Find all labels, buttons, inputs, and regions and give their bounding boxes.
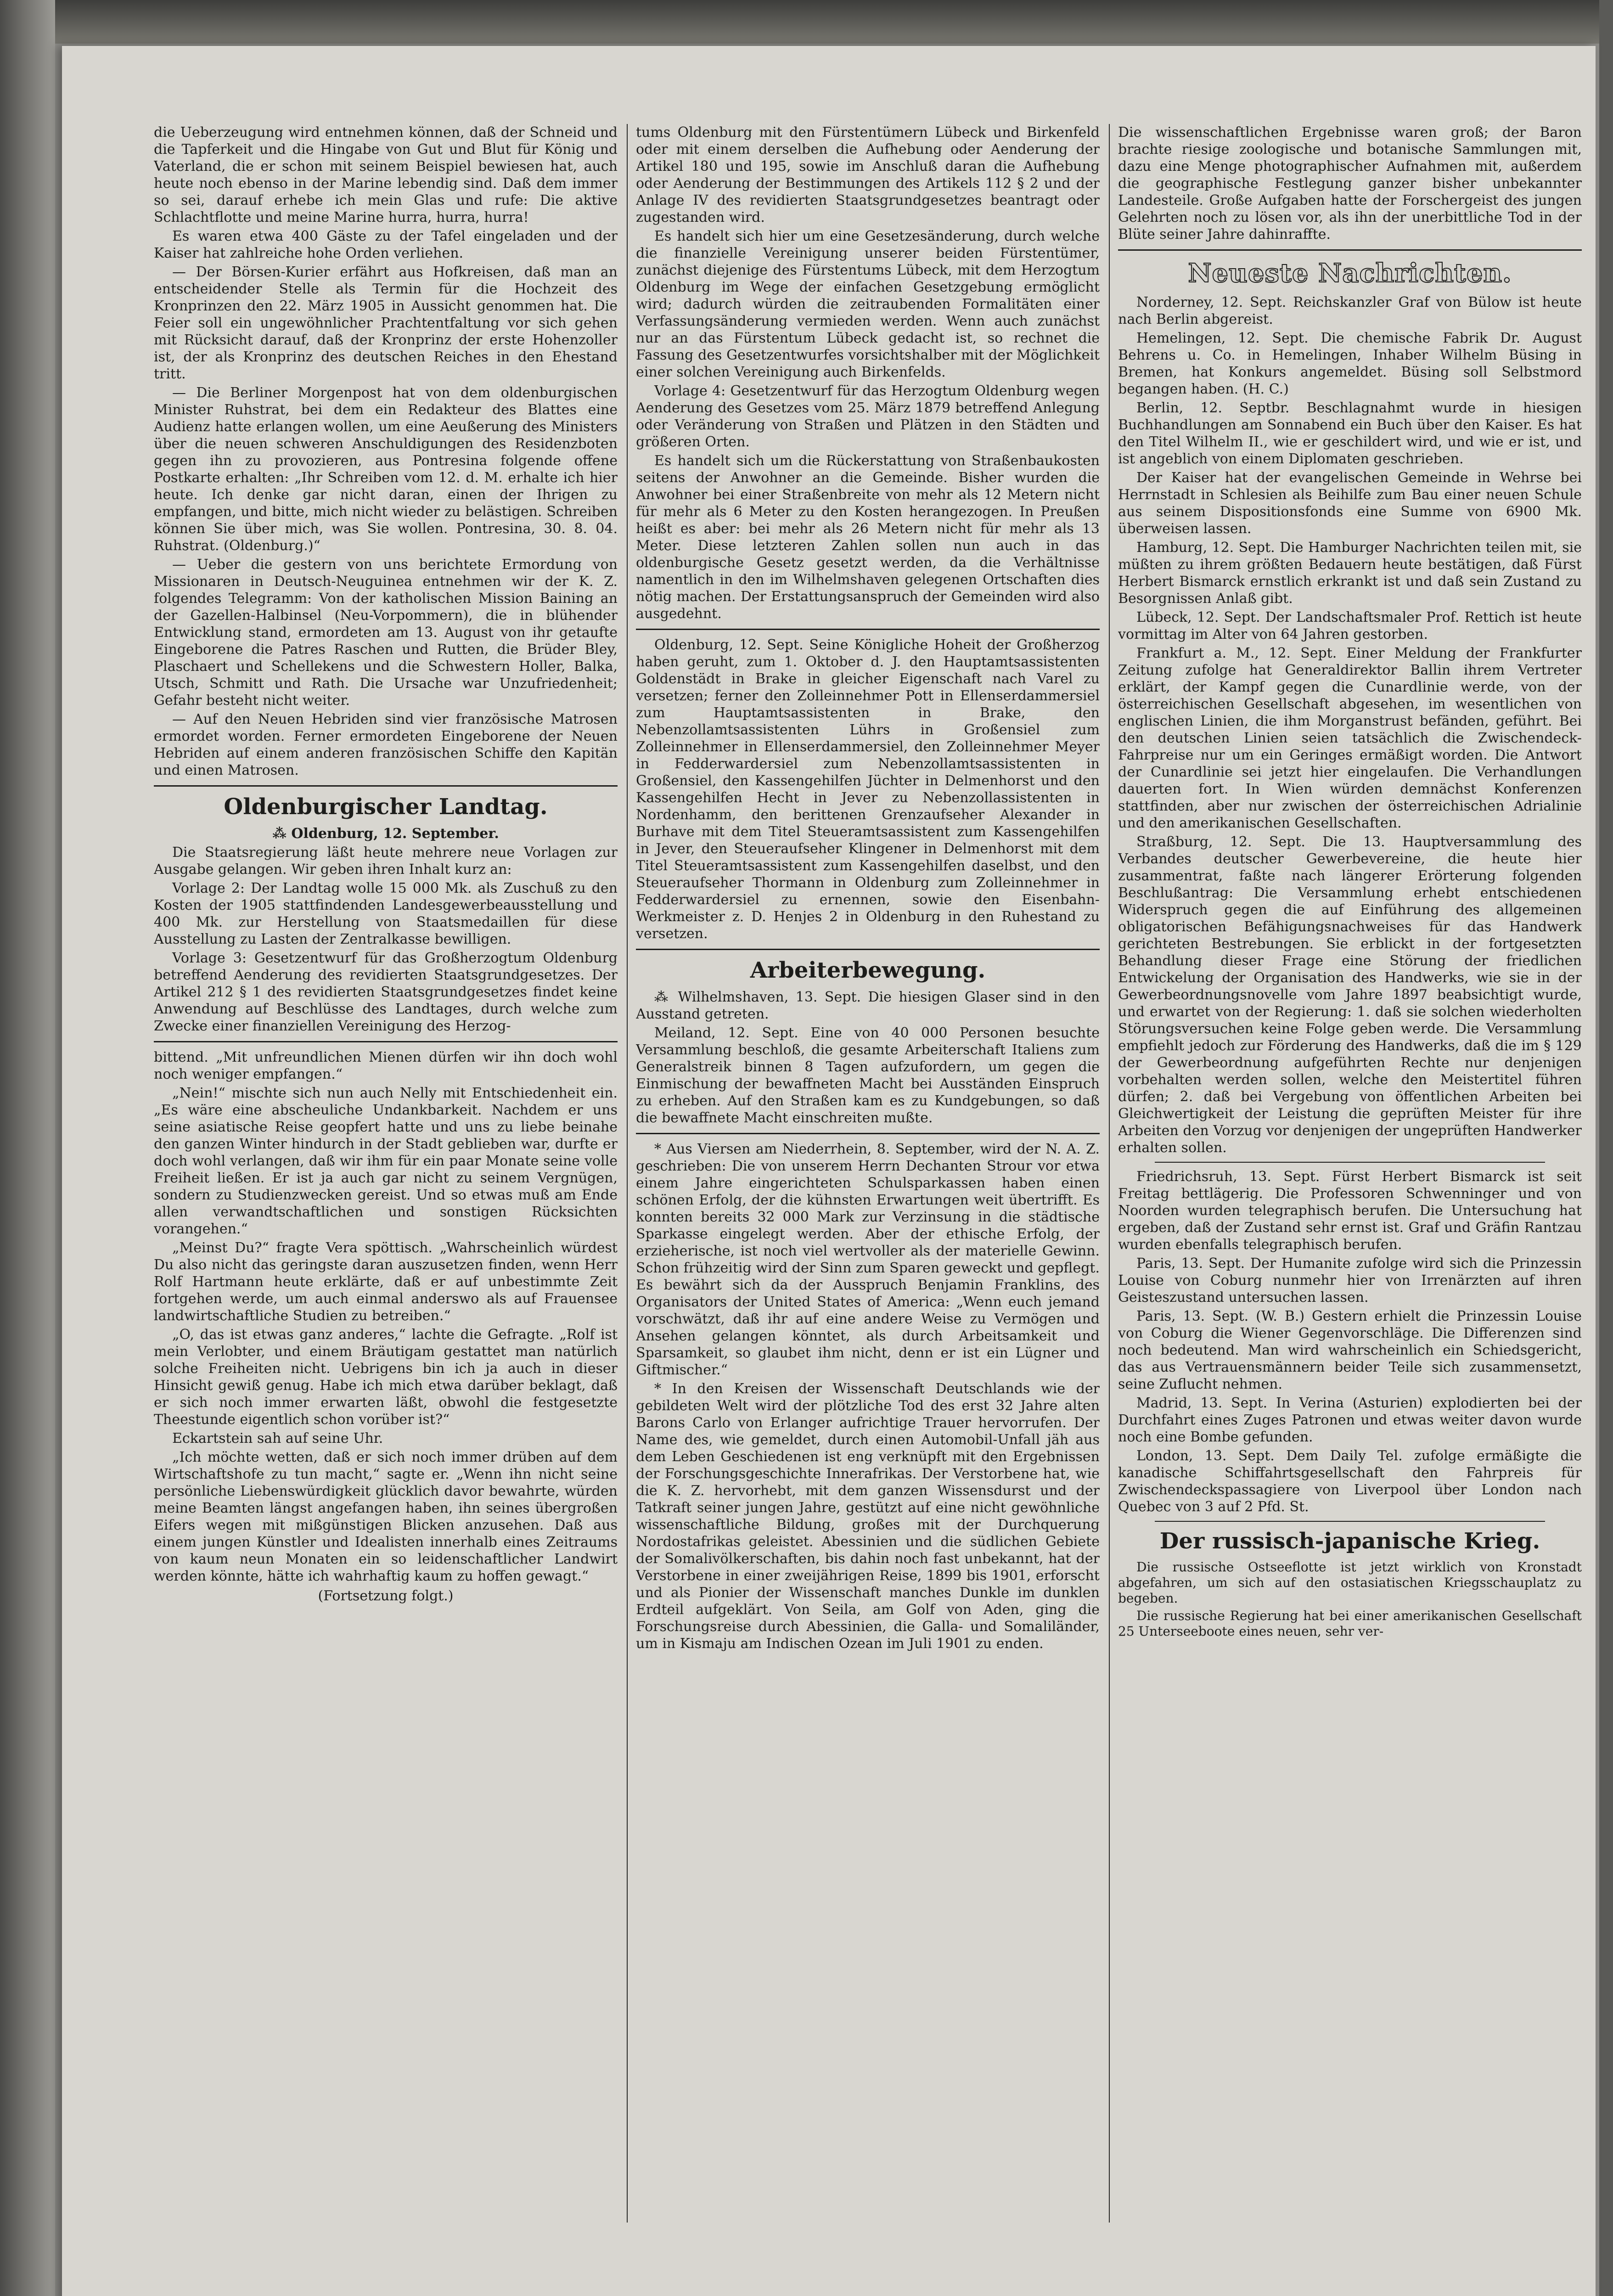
news-item: Lübeck, 12. Sept. Der Landschaftsmaler Prof. Rettich ist heute vormittag im Alter von 64 Jahren gestorben. [1118, 609, 1582, 642]
article-paragraph: Es waren etwa 400 Gäste zu der Tafel eingeladen und der Kaiser hat zahlreiche hohe Orden verliehen. [154, 228, 618, 261]
article-paragraph: tums Oldenburg mit den Fürstentümern Lübeck und Birkenfeld oder mit einem derselben die Aufhebung oder Aenderung der Artikel 180 und 195, sowie im Anschluß daran die Aufhebung oder Aenderung der Bestimmungen des Artikels 112 § 2 und der Anlage IV des revidierten Staatsgrundgesetzes beantragt oder zugestanden wird. [636, 124, 1100, 225]
section-heading-arbeiterbewegung: Arbeiterbewegung. [750, 957, 986, 983]
news-item: Frankfurt a. M., 12. Sept. Einer Meldung der Frankfurter Zeitung zufolge hat Generaldirektor Ballin ihrem Vertreter erklärt, der Kampf gegen die Cunardlinie werde, von der österreichischen Gesellschaft abgesehen, im wesentlichen von englischen Linien, die ihm Morganstrust befänden, geführt. Bei den deutschen Linien seien tatsächlich die Zwischendeck-Fahrpreise nur um ein Geringes ermäßigt worden. Die Antwort der Cunardlinie sei jetzt hier eingelaufen. Die Verhandlungen dauerten fort. In Wien würden demnächst Konferenzen stattfinden, aber nur zwischen der österreichischen Adrialinie und den amerikanischen Gesellschaften. [1118, 645, 1582, 831]
news-item: Hemelingen, 12. Sept. Die chemische Fabrik Dr. August Behrens u. Co. in Hemelingen, Inhaber Wilhelm Büsing in Bremen, hat Konkurs angemeldet. Büsing soll Selbstmord begangen haben. (H. C.) [1118, 330, 1582, 397]
section-heading-neueste-nachrichten: Neueste Nachrichten. [1188, 258, 1512, 288]
news-item: Hamburg, 12. Sept. Die Hamburger Nachrichten teilen mit, sie müßten zu ihrem größten Bedauern heute bestätigen, daß Fürst Herbert Bismarck ernstlich erkrankt ist und daß sein Zustand zu Besorgnissen Anlaß gibt. [1118, 540, 1582, 607]
article-paragraph: Meiland, 12. Sept. Eine von 40 000 Personen besuchte Versammlung beschloß, die gesamte Arbeiterschaft Italiens zum Generalstreik binnen 8 Tagen aufzufordern, um gegen die Einmischung der bewaffneten Macht bei Ausständen Einspruch zu erheben. Auf den Straßen kam es zu Kundgebungen, so daß die bewaffnete Macht einschreiten mußte. [636, 1025, 1100, 1126]
scan-edge-right [1599, 0, 1613, 2296]
article-paragraph: * In den Kreisen der Wissenschaft Deutschlands wie der gebildeten Welt wird der plötzliche Tod des erst 32 Jahre alten Barons Carlo von Erlanger aufrichtige Trauer hervorrufen. Der Name des, wie gemeldet, durch einen Automobil-Unfall jäh aus dem Leben Geschiedenen ist eng verknüpft mit den Ergebnissen der Forschungsgeschichte Innerafrikas. Der Verstorbene hat, wie die K. Z. hervorhebt, mit dem ganzen Wissensdurst und der Tatkraft seiner jungen Jahre, gestützt auf eine nicht gewöhnliche wissenschaftliche Bildung, großes mit der Durchquerung Nordostafrikas geleistet. Abessinien und die südlichen Gebiete der Somalivölkerschaften, bis dahin noch fast unbekannt, hat der Verstorbene in einer zweijährigen Reise, 1899 bis 1901, erforscht und als Pionier der Wissenschaft manches Dunkle im dunklen Erdteil aufgeklärt. Von Seila, am Golf von Aden, ging die Forschungsreise durch Abessinien, die Galla- und Somaliländer, um in Kismaju am Indischen Ozean im Juli 1901 zu enden. [636, 1381, 1100, 1652]
section-rule [636, 1133, 1100, 1134]
news-item: Straßburg, 12. Sept. Die 13. Hauptversammlung des Verbandes deutscher Gewerbevereine, die heute hier zusammentrat, faßte nach längerer Erörterung folgenden Beschlußantrag: Die Versammlung erhebt entschiedenen Widerspruch gegen die auf Einführung des allgemeinen obligatorischen Befähigungsnachweises für das Handwerk gerichteten Bestrebungen. Sie erblickt in der fortgesetzten Behandlung dieser Frage eine Störung der friedlichen Entwickelung der Organisation des Handwerks, wie sie in der Gewerbeordnungsnovelle vom Jahre 1897 beabsichtigt wurde, und erwartet von der Regierung: 1. daß sie solchen wiederholten Störungsversuchen keine Folge geben werde. Die Versammlung empfiehlt jedoch zur Förderung des Handwerks, daß die im § 129 der Gewerbeordnung aufgeführten Rechte nur denjenigen vorbehalten werden sollen, welche den Meistertitel führen dürfen; 2. daß bei Vergebung von öffentlichen Arbeiten bei Gleichwertigkeit der Leistung die geprüften Meister für ihre Arbeiten den Vorzug vor denjenigen der ungeprüften Handwerker erhalten sollen. [1118, 834, 1582, 1156]
newspaper-page [62, 46, 1596, 2296]
dateline: ⁂ Oldenburg, 12. September. [272, 826, 499, 842]
news-item: London, 13. Sept. Dem Daily Tel. zufolge ermäßigte die kanadische Schiffahrtsgesellschaft den Fahrpreis für Zwischendeckspassagiere von Liverpool über London nach Quebec von 3 auf 2 Pfd. St. [1118, 1448, 1582, 1515]
scan-edge-left [0, 0, 55, 2296]
news-item: Berlin, 12. Septbr. Beschlagnahmt wurde in hiesigen Buchhandlungen am Sonnabend ein Buch über den Kaiser. Es hat den Titel Wilhelm II., wie er geschildert wird, und wie er ist, und ist angeblich von einem Diplomaten geschrieben. [1118, 400, 1582, 467]
section-rule [154, 1041, 618, 1042]
article-paragraph: ⁂ Wilhelmshaven, 13. Sept. Die hiesigen Glaser sind in den Ausstand getreten. [636, 989, 1100, 1022]
article-paragraph: — Die Berliner Morgenpost hat von dem oldenburgischen Minister Ruhstrat, bei dem ein Redakteur des Blattes eine Audienz hatte erlangen wollen, um eine Aeußerung des Ministers über die neuen schweren Anschuldigungen des Residenzboten gegen ihn zu provozieren, aus Pontresina folgende offene Postkarte erhalten: „Ihr Schreiben vom 12. d. M. erhalte ich hier heute. Ich denke gar nicht daran, einen der Ihrigen zu empfangen, und bitte, mich nicht wieder zu belästigen. Schreiben können Sie über mich, was Sie wollen. Pontresina, 30. 8. 04. Ruhstrat. (Oldenburg.)“ [154, 385, 618, 554]
column-3 [1118, 124, 1582, 2223]
feuilleton-paragraph: „Ich möchte wetten, daß er sich noch immer drüben auf dem Wirtschaftshofe zu tun macht,“ sagte er. „Wenn ihn nicht seine persönliche Liebenswürdigkeit glücklich davor bewahrte, würden meine Beamten längst angefangen haben, ihn seines übergroßen Eifers wegen mit mißgünstigen Blicken anzusehen. Daß aus einem jungen Künstler und Idealisten innerhalb eines Zeitraums von kaum neun Monaten ein so leidenschaftlicher Landwirt werden könnte, hätte ich wahrhaftig kaum zu hoffen gewagt.“ [154, 1449, 618, 1584]
column-divider [627, 124, 628, 2223]
section-rule [154, 785, 618, 787]
section-heading-landtag: Oldenburgischer Landtag. [224, 794, 548, 820]
article-paragraph: Vorlage 2: Der Landtag wolle 15 000 Mk. als Zuschuß zu den Kosten der 1905 stattfindenden Landesgewerbeausstellung und 400 Mk. zur Herstellung von Staatsmedaillen für diese Ausstellung zu Lasten der Zentralkasse bewilligen. [154, 880, 618, 947]
article-paragraph: * Aus Viersen am Niederrhein, 8. September, wird der N. A. Z. geschrieben: Die von unserem Herrn Dechanten Strour vor etwa einem Jahre eingerichteten Schulsparkassen haben einen schönen Erfolg, der die kühnsten Erwartungen weit übertrifft. Es konnten bereits 32 000 Mark zur Verzinsung in die städtische Sparkasse eingelegt werden. Aber der ethische Erfolg, der erzieherische, ist noch viel wertvoller als der materielle Gewinn. Schon frühzeitig wird der Sinn zum Sparen geweckt und gepflegt. Es bewährt sich da der Ausspruch Benjamin Franklins, des Organisators der United States of America: „Wenn euch jemand vorschwätzt, daß ihr auf eine andere Weise zu Vermögen und Ansehen gelangen könntet, als durch Arbeitsamkeit und Sparsamkeit, so glaubet ihm nicht, denn er ist ein Lügner und Giftmischer.“ [636, 1141, 1100, 1378]
article-paragraph: Oldenburg, 12. Sept. Seine Königliche Hoheit der Großherzog haben geruht, zum 1. Oktober d. J. den Hauptamtsassistenten Goldenstädt in Brake in gleicher Eigenschaft nach Varel zu versetzen; ferner den Zolleinnehmer Pott in Ellenserdammersiel zum Hauptamtsassistenten in Brake, den Nebenzollamtsassistenten Lührs in Großensiel zum Zolleinnehmer in Ellenserdammersiel, den Zolleinnehmer Meyer in Fedderwardersiel zum Nebenzollamtsassistenten in Großensiel, den Kassengehilfen Jüchter in Delmenhorst und den Kassengehilfen Hecht in Jever zu Nebenzollassistenten in Nordenhamm, den berittenen Grenzaufseher Alexander in Burhave mit dem Titel Steueramtsassistent zum Kassengehilfen in Jever, den Steueraufseher Klingener in Delmenhorst mit dem Titel Steueramtsassistent zum Kassengehilfen daselbst, und den Steueraufseher Thormann in Oldenburg zum Zolleinnehmer in Fedderwardersiel zu ernennen, sowie den Eisenbahn-Werkmeister z. D. Henjes 2 in Oldenburg in den Ruhestand zu versetzen. [636, 637, 1100, 942]
article-paragraph: Es handelt sich um die Rückerstattung von Straßenbaukosten seitens der Anwohner an die Gemeinde. Bisher wurden die Anwohner bei einer Straßenbreite von mehr als 12 Metern nicht für mehr als 6 Meter zu den Kosten herangezogen. In Preußen heißt es aber: bei mehr als 26 Metern nicht für mehr als 13 Meter. Diese letzteren Zahlen sollen nun auch in das oldenburgische Gesetz gesetzt werden, da die Verhältnisse namentlich in den im Wilhelmshaven gelegenen Ortschaften dies nötig machen. Der Erstattungsanspruch der Gemeinden wird also ausgedehnt. [636, 453, 1100, 622]
article-paragraph: Vorlage 3: Gesetzentwurf für das Großherzogtum Oldenburg betreffend Aenderung des revidierten Staatsgrundgesetzes. Der Artikel 212 § 1 des revidierten Staatsgrundgesetzes findet keine Anwendung auf Beschlüsse des Landtages, durch welche zum Zwecke einer finanziellen Vereinigung des Herzog- [154, 950, 618, 1034]
article-paragraph: — Auf den Neuen Hebriden sind vier französische Matrosen ermordet worden. Ferner ermordeten Eingeborene der Neuen Hebriden auf einem anderen französischen Schiffe den Kapitän und einen Matrosen. [154, 711, 618, 778]
feuilleton-paragraph: „Nein!“ mischte sich nun auch Nelly mit Entschiedenheit ein. „Es wäre eine abscheuliche Undankbarkeit. Nachdem er uns seine asiatische Reise geopfert hatte und uns zu liebe beinahe den ganzen Winter hindurch in der Stadt geblieben war, durfte er doch wohl verlangen, daß wir ihm für ein paar Monate seine volle Freiheit ließen. Er ist ja auch gar nicht zu seinem Vergnügen, sondern zu Studienzwecken gereist. Und so etwas muß am Ende allen verwandtschaftlichen und sonstigen Rücksichten vorangehen.“ [154, 1085, 618, 1237]
feuilleton-paragraph: „Meinst Du?“ fragte Vera spöttisch. „Wahrscheinlich würdest Du also nicht das geringste daran auszusetzen finden, wenn Herr Rolf Hartmann heute erklärte, daß er auf unbestimmte Zeit fortgehen werde, um auch einmal anderswo als auf Frauensee landwirtschaftliche Studien zu betreiben.“ [154, 1240, 618, 1324]
article-paragraph: — Ueber die gestern von uns berichtete Ermordung von Missionaren in Deutsch-Neuguinea entnehmen wir der K. Z. folgendes Telegramm: Von der katholischen Mission Baining an der Gazellen-Halbinsel (Neu-Vorpommern), die in blühender Entwicklung stand, ermordeten am 13. August von ihr getaufte Eingeborene die Patres Raschen und Rutten, die Brüder Bley, Plaschaert und Schellekens und die Schwestern Holler, Balka, Utsch, Schmitt und Rath. Die Ursache war Unzufriedenheit; Gefahr besteht nicht weiter. [154, 557, 618, 709]
feuilleton-paragraph: bittend. „Mit unfreundlichen Mienen dürfen wir ihn doch wohl noch weniger empfangen.“ [154, 1049, 618, 1082]
article-paragraph: Es handelt sich hier um eine Gesetzesänderung, durch welche die finanzielle Vereinigung unserer beiden Fürstentümer, zunächst diejenige des Fürstentums Lübeck, mit dem Herzogtum Oldenburg im Wege der einfachen Gesetzgebung ermöglicht wird; dadurch würden die zeitraubenden Formalitäten einer Verfassungsänderung vermieden werden. Wenn auch zunächst nur an das Fürstentum Lübeck gedacht ist, so rechnet die Fassung des Gesetzentwurfes vorsichtshalber mit der Möglichkeit einer solchen Vereinigung auch Birkenfelds. [636, 228, 1100, 380]
news-item: Paris, 13. Sept. (W. B.) Gestern erhielt die Prinzessin Louise von Coburg die Wiener Gegenvorschläge. Die Differenzen sind noch bedeutend. Man wird wahrscheinlich ein Schiedsgericht, das aus Vertrauensmännern beider Teile sich zusammensetzt, seine Zuflucht nehmen. [1118, 1308, 1582, 1392]
continuation-note: (Fortsetzung folgt.) [318, 1588, 454, 1604]
section-rule [636, 949, 1100, 950]
feuilleton-paragraph: Eckartstein sah auf seine Uhr. [172, 1430, 383, 1446]
column-2 [636, 124, 1100, 2223]
news-item: Paris, 13. Sept. Der Humanite zufolge wird sich die Prinzessin Louise von Coburg nunmehr hier von Irrenärzten auf ihren Geisteszustand untersuchen lassen. [1118, 1255, 1582, 1306]
item-rule [1155, 1521, 1545, 1522]
item-rule [1155, 1162, 1545, 1163]
section-rule [1118, 249, 1582, 251]
article-paragraph: — Der Börsen-Kurier erfährt aus Hofkreisen, daß man an entscheidender Stelle als Termin für die Hochzeit des Kronprinzen den 22. März 1905 in Aussicht genommen hat. Die Feier soll ein ungewöhnlicher Prachtentfaltung vor sich gehen mit Rücksicht darauf, daß der Kronprinz der erste Hohenzoller ist, der als Kronprinz des deutschen Reiches in den Ehestand tritt. [154, 264, 618, 382]
section-rule [636, 629, 1100, 630]
column-1 [154, 124, 618, 2223]
news-item: Friedrichsruh, 13. Sept. Fürst Herbert Bismarck ist seit Freitag bettlägerig. Die Professoren Schwenninger und von Noorden wurden telegraphisch berufen. Die Untersuchung hat ergeben, daß der Zustand sehr ernst ist. Graf und Gräfin Rantzau wurden ebenfalls telegraphisch berufen. [1118, 1169, 1582, 1253]
news-item: Der Kaiser hat der evangelischen Gemeinde in Wehrse bei Herrnstadt in Schlesien als Beihilfe zum Bau einer neuen Schule aus seinem Dispositionsfonds eine Summe von 6900 Mk. überweisen lassen. [1118, 470, 1582, 537]
column-divider [1109, 124, 1110, 2223]
article-paragraph: die Ueberzeugung wird entnehmen können, daß der Schneid und die Tapferkeit und die Hingabe von Gut und Blut für König und Vaterland, die er schon mit seinem Beispiel bewiesen hat, auch heute noch ebenso in der Marine lebendig sind. Daß dem immer so sei, darauf erhebe ich mein Glas und rufe: Die aktive Schlachtflotte und meine Marine hurra, hurra, hurra! [154, 124, 618, 225]
scan-edge-top [0, 0, 1613, 44]
article-paragraph: Vorlage 4: Gesetzentwurf für das Herzogtum Oldenburg wegen Aenderung des Gesetzes vom 25. März 1879 betreffend Anlegung oder Veränderung von Straßen und Plätzen in den Städten und größeren Orten. [636, 383, 1100, 450]
news-item: Die russische Regierung hat bei einer amerikanischen Gesellschaft 25 Unterseeboote eines neuen, sehr ver- [1118, 1608, 1582, 1639]
article-paragraph: Die Staatsregierung läßt heute mehrere neue Vorlagen zur Ausgabe gelangen. Wir geben ihren Inhalt kurz an: [154, 844, 618, 878]
article-paragraph: Die wissenschaftlichen Ergebnisse waren groß; der Baron brachte riesige zoologische und botanische Sammlungen mit, dazu eine Menge photographischer Aufnahmen mit, außerdem die geographische Festlegung ganzer bisher unbekannter Landesteile. Große Aufgaben hatte der Forschergeist des jungen Gelehrten noch zu lösen vor, als ihn der unerbittliche Tod in der Blüte seiner Jahre dahinraffte. [1118, 124, 1582, 242]
news-item: Norderney, 12. Sept. Reichskanzler Graf von Bülow ist heute nach Berlin abgereist. [1118, 294, 1582, 327]
section-heading-krieg: Der russisch-japanische Krieg. [1159, 1528, 1540, 1554]
news-item: Madrid, 13. Sept. In Verina (Asturien) explodierten bei der Durchfahrt eines Zuges Patronen und etwas weiter davon wurde noch eine Bombe gefunden. [1118, 1395, 1582, 1445]
news-item: Die russische Ostseeflotte ist jetzt wirklich von Kronstadt abgefahren, um sich auf den ostasiatischen Kriegsschauplatz zu begeben. [1118, 1559, 1582, 1606]
feuilleton-paragraph: „O, das ist etwas ganz anderes,“ lachte die Gefragte. „Rolf ist mein Verlobter, und einem Bräutigam gestattet man natürlich solche Freiheiten nicht. Uebrigens bin ich ja auch in dieser Hinsicht gewiß genug. Habe ich mich etwa darüber beklagt, daß er sich noch immer erwarten läßt, obwohl die festgesetzte Theestunde eigentlich schon vorüber ist?“ [154, 1327, 618, 1428]
